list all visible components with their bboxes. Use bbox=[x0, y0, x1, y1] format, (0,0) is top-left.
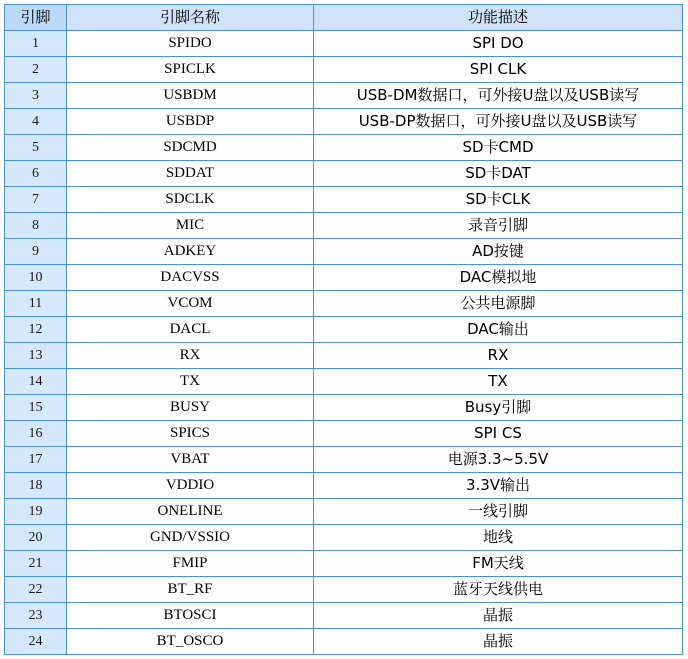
cell-pin-name: FMIP bbox=[67, 551, 314, 577]
cell-pin-number: 18 bbox=[5, 473, 67, 499]
cell-pin-number: 7 bbox=[5, 187, 67, 213]
cell-pin-number: 19 bbox=[5, 499, 67, 525]
cell-pin-name: DACL bbox=[67, 317, 314, 343]
cell-pin-number: 6 bbox=[5, 161, 67, 187]
cell-function-description: SPI DO bbox=[314, 31, 683, 57]
cell-pin-name: VBAT bbox=[67, 447, 314, 473]
cell-pin-name: GND/VSSIO bbox=[67, 525, 314, 551]
cell-function-description: 3.3V输出 bbox=[314, 473, 683, 499]
cell-function-description: 公共电源脚 bbox=[314, 291, 683, 317]
pin-definition-table bbox=[4, 4, 683, 655]
cell-pin-number: 16 bbox=[5, 421, 67, 447]
cell-pin-name: USBDP bbox=[67, 109, 314, 135]
cell-pin-name: BTOSCI bbox=[67, 603, 314, 629]
cell-pin-number: 5 bbox=[5, 135, 67, 161]
table-row bbox=[5, 161, 683, 187]
cell-function-description: DAC模拟地 bbox=[314, 265, 683, 291]
cell-pin-name: SDDAT bbox=[67, 161, 314, 187]
cell-pin-name: TX bbox=[67, 369, 314, 395]
cell-function-description: SD卡CMD bbox=[314, 135, 683, 161]
cell-pin-name: BT_RF bbox=[67, 577, 314, 603]
table-row bbox=[5, 473, 683, 499]
cell-function-description: SPI CLK bbox=[314, 57, 683, 83]
cell-pin-name: BT_OSCO bbox=[67, 629, 314, 655]
column-header-function-description: 功能描述 bbox=[314, 5, 683, 31]
cell-function-description: TX bbox=[314, 369, 683, 395]
table-row bbox=[5, 421, 683, 447]
cell-function-description: 录音引脚 bbox=[314, 213, 683, 239]
table-row bbox=[5, 603, 683, 629]
cell-pin-number: 24 bbox=[5, 629, 67, 655]
table-row bbox=[5, 343, 683, 369]
cell-pin-number: 14 bbox=[5, 369, 67, 395]
cell-pin-name: MIC bbox=[67, 213, 314, 239]
cell-function-description: SPI CS bbox=[314, 421, 683, 447]
table-row bbox=[5, 629, 683, 655]
table-row bbox=[5, 31, 683, 57]
cell-pin-name: ADKEY bbox=[67, 239, 314, 265]
cell-pin-name: SPICLK bbox=[67, 57, 314, 83]
cell-function-description: 晶振 bbox=[314, 603, 683, 629]
cell-pin-name: DACVSS bbox=[67, 265, 314, 291]
cell-pin-number: 10 bbox=[5, 265, 67, 291]
table-row bbox=[5, 57, 683, 83]
cell-pin-number: 12 bbox=[5, 317, 67, 343]
cell-function-description: FM天线 bbox=[314, 551, 683, 577]
cell-function-description: 地线 bbox=[314, 525, 683, 551]
cell-function-description: 一线引脚 bbox=[314, 499, 683, 525]
cell-pin-number: 20 bbox=[5, 525, 67, 551]
table-row bbox=[5, 135, 683, 161]
cell-pin-number: 4 bbox=[5, 109, 67, 135]
cell-pin-number: 8 bbox=[5, 213, 67, 239]
cell-pin-name: VCOM bbox=[67, 291, 314, 317]
cell-pin-number: 2 bbox=[5, 57, 67, 83]
cell-function-description: AD按键 bbox=[314, 239, 683, 265]
cell-function-description: Busy引脚 bbox=[314, 395, 683, 421]
cell-pin-name: BUSY bbox=[67, 395, 314, 421]
cell-pin-number: 15 bbox=[5, 395, 67, 421]
column-header-pin-name: 引脚名称 bbox=[67, 5, 314, 31]
cell-function-description: 电源3.3~5.5V bbox=[314, 447, 683, 473]
cell-pin-number: 23 bbox=[5, 603, 67, 629]
cell-function-description: SD卡CLK bbox=[314, 187, 683, 213]
table-row bbox=[5, 499, 683, 525]
table-row bbox=[5, 109, 683, 135]
cell-pin-number: 3 bbox=[5, 83, 67, 109]
cell-function-description: 晶振 bbox=[314, 629, 683, 655]
table-row bbox=[5, 265, 683, 291]
cell-pin-number: 21 bbox=[5, 551, 67, 577]
cell-pin-number: 9 bbox=[5, 239, 67, 265]
cell-function-description: SD卡DAT bbox=[314, 161, 683, 187]
cell-pin-number: 13 bbox=[5, 343, 67, 369]
cell-pin-name: VDDIO bbox=[67, 473, 314, 499]
table-row bbox=[5, 239, 683, 265]
table-row bbox=[5, 395, 683, 421]
cell-pin-name: ONELINE bbox=[67, 499, 314, 525]
cell-pin-number: 17 bbox=[5, 447, 67, 473]
table-row bbox=[5, 447, 683, 473]
table-header-row bbox=[5, 5, 683, 31]
table-body bbox=[5, 31, 683, 655]
table-row bbox=[5, 525, 683, 551]
table-row bbox=[5, 187, 683, 213]
table-row bbox=[5, 577, 683, 603]
cell-pin-name: SPICS bbox=[67, 421, 314, 447]
cell-function-description: USB-DP数据口，可外接U盘以及USB读写 bbox=[314, 109, 683, 135]
cell-pin-number: 1 bbox=[5, 31, 67, 57]
cell-pin-name: SDCMD bbox=[67, 135, 314, 161]
table-row bbox=[5, 213, 683, 239]
cell-pin-name: USBDM bbox=[67, 83, 314, 109]
table-row bbox=[5, 291, 683, 317]
table-row bbox=[5, 83, 683, 109]
cell-pin-name: SDCLK bbox=[67, 187, 314, 213]
cell-pin-number: 11 bbox=[5, 291, 67, 317]
cell-function-description: 蓝牙天线供电 bbox=[314, 577, 683, 603]
table-row bbox=[5, 369, 683, 395]
cell-pin-name: SPIDO bbox=[67, 31, 314, 57]
cell-function-description: RX bbox=[314, 343, 683, 369]
cell-function-description: DAC输出 bbox=[314, 317, 683, 343]
table-row bbox=[5, 317, 683, 343]
table-header bbox=[5, 5, 683, 31]
table-row bbox=[5, 551, 683, 577]
column-header-pin: 引脚 bbox=[5, 5, 67, 31]
cell-pin-number: 22 bbox=[5, 577, 67, 603]
cell-function-description: USB-DM数据口，可外接U盘以及USB读写 bbox=[314, 83, 683, 109]
cell-pin-name: RX bbox=[67, 343, 314, 369]
